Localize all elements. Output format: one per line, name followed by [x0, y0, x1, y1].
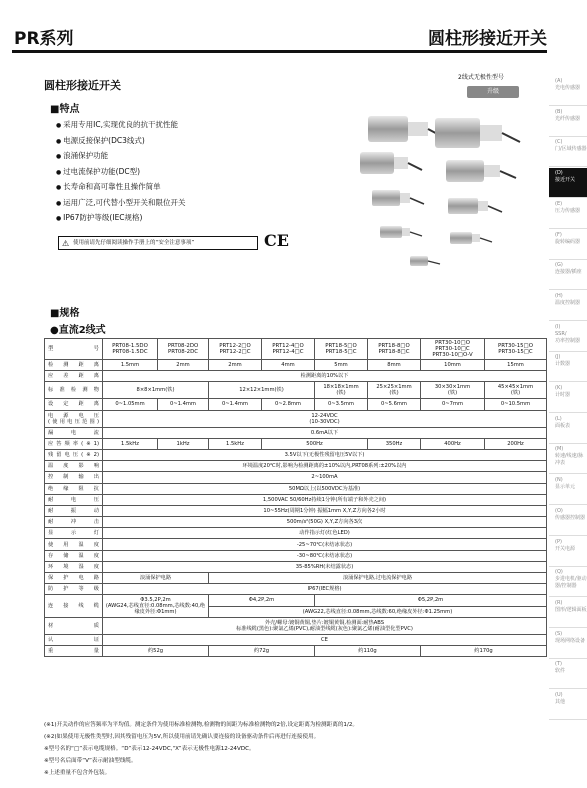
sensor-tiny-1: [380, 226, 422, 238]
spec-heading: ■规格: [50, 308, 80, 319]
section-title: 圆柱形接近开关: [44, 79, 121, 92]
table-row: [45, 505, 547, 516]
spec-cell: 约110g: [315, 645, 421, 656]
spec-cell: 0.6mA以下: [103, 427, 547, 438]
feature-item: ● IP67防护等级(IEC规格): [56, 211, 186, 227]
sensor-tiny-3: [410, 256, 440, 266]
sidebar-tab[interactable]: (O) 传感器控制器: [549, 506, 587, 536]
spec-cell: 2mm: [158, 360, 209, 371]
spec-cell: 0~2.8mm: [262, 399, 315, 410]
table-row: [45, 645, 547, 656]
table-row: [45, 449, 547, 460]
sidebar-tab[interactable]: (F) 旋转编码器: [549, 230, 587, 260]
spec-cell: PRT18-8□O PRT18-8□C: [368, 339, 421, 360]
spec-cell: 30×30×1mm (铁): [421, 382, 485, 399]
spec-label: 耐冲击: [45, 517, 103, 528]
spec-cell: 35-85%RH(未结露状态): [103, 561, 547, 572]
table-row: [45, 427, 547, 438]
safety-warning: [58, 236, 258, 250]
sidebar-tab[interactable]: (K) 计时器: [549, 383, 587, 413]
spec-label: 漏电流: [45, 427, 103, 438]
footnote: ※上述重量不包含外包装。: [44, 770, 111, 776]
spec-label: 保护电路: [45, 573, 103, 584]
sidebar-tab[interactable]: (U) 其他: [549, 690, 587, 720]
spec-label: 耐振动: [45, 505, 103, 516]
spec-label: 电源电压 (使用电压范围): [45, 410, 103, 427]
sidebar-tab[interactable]: (C) 门/区域传感器: [549, 137, 587, 167]
spec-cell: Φ4,2P,2m: [209, 595, 315, 606]
feature-item: ● 电源反接保护(DC3线式): [56, 134, 186, 150]
spec-cell: PRT18-5□O PRT18-5□C: [315, 339, 368, 360]
spec-cell: 1kHz: [158, 438, 209, 449]
spec-label: 标准检测物: [45, 382, 103, 399]
feature-item: ● 长寿命和高可靠性且操作简单: [56, 180, 186, 196]
table-row: [45, 472, 547, 483]
sensor-small-2: [448, 198, 502, 214]
spec-cell: PRT08-2DO PRT08-2DC: [158, 339, 209, 360]
footnote: ※型号名后面带“V”表示耐油型线缆。: [44, 758, 137, 764]
spec-cell: 1,500VAC 50/60Hz持续1分钟(所有端子和外壳之间): [103, 494, 547, 505]
spec-label: 环境湿度: [45, 561, 103, 572]
spec-cell: 0~7mm: [421, 399, 485, 410]
sensor-large-1: [368, 116, 445, 142]
spec-cell: 浪涌保护电路: [103, 573, 209, 584]
sidebar-tab[interactable]: (B) 光纤传感器: [549, 107, 587, 137]
spec-table: [44, 338, 547, 657]
page-title: 圆柱形接近开关: [428, 29, 547, 49]
spec-label: 检测距离: [45, 360, 103, 371]
spec-label: 使用温度: [45, 539, 103, 550]
sidebar-tab[interactable]: (P) 开关电源: [549, 537, 587, 567]
spec-label: 认证: [45, 634, 103, 645]
spec-label: 材质: [45, 617, 103, 634]
spec-cell: 10mm: [421, 360, 485, 371]
sidebar-tab[interactable]: (T) 软件: [549, 659, 587, 689]
spec-label: 显示灯: [45, 528, 103, 539]
sidebar-tab[interactable]: (A) 光电传感器: [549, 76, 587, 106]
sensor-mid-2: [446, 160, 516, 182]
spec-cell: 8mm: [368, 360, 421, 371]
spec-cell: 0~1.4mm: [209, 399, 262, 410]
table-row: [45, 561, 547, 572]
table-row: [45, 539, 547, 550]
spec-cell: 3.5V以下(无极性残留电压5V以下): [103, 449, 547, 460]
spec-cell: 350Hz: [368, 438, 421, 449]
spec-cell: PRT12-2□O PRT12-2□C: [209, 339, 262, 360]
footnote: (※2)如果使用无极性类型时,因其残留电压为5V,所以使用前请先确认要连接的设备驱动条件后再进行连接使用。: [44, 734, 320, 740]
page-header: [0, 0, 587, 58]
spec-cell: -30~80℃(未结冰状态): [103, 550, 547, 561]
table-row: [45, 494, 547, 505]
table-row: [45, 410, 547, 427]
spec-cell: IP67(IEC规格): [103, 584, 547, 595]
warning-text: 使用前请先仔细阅读操作手册上的“安全注意事项”: [73, 240, 195, 246]
table-row: [45, 584, 547, 595]
spec-label: 设定距离: [45, 399, 103, 410]
features-heading: ■特点: [50, 104, 80, 115]
spec-label: 存储温度: [45, 550, 103, 561]
spec-cell: 2~100mA: [103, 472, 547, 483]
table-row: [45, 617, 547, 634]
spec-cell: PRT30-15□O PRT30-15□C: [485, 339, 547, 360]
upgrade-badge: 升级: [467, 86, 519, 98]
features-list: [56, 118, 186, 227]
spec-cell: 15mm: [485, 360, 547, 371]
spec-cell: 0~5.6mm: [368, 399, 421, 410]
spec-cell: Φ5,2P,2m: [315, 595, 547, 606]
spec-cell: PRT12-4□O PRT12-4□C: [262, 339, 315, 360]
feature-item: ● 浪涌保护功能: [56, 149, 186, 165]
sidebar-tab[interactable]: (E) 压力传感器: [549, 199, 587, 229]
sidebar-tab[interactable]: (M) 转速/线速/脉冲表: [549, 444, 587, 474]
spec-cell: 环境温度20℃时,影响为检测距离的±10%以内,PRT08系列:±20%以内: [103, 461, 547, 472]
spec-cell: 18×18×1mm (铁): [315, 382, 368, 399]
footnote: (※1)开关动作的应答频率为平均值。测定条件为使用标准检测物,检测物的间距为标准检测物的2倍,设定距离为检测距离的1/2。: [44, 722, 359, 728]
spec-cell: 0~10.5mm: [485, 399, 547, 410]
table-row: [45, 634, 547, 645]
spec-label: 控制输出: [45, 472, 103, 483]
sidebar-tab[interactable]: (D) 接近开关: [549, 168, 587, 198]
feature-item: ● 过电流保护功能(DC型): [56, 165, 186, 181]
spec-cell: 1.5kHz: [209, 438, 262, 449]
sidebar-tab[interactable]: (L) 面板表: [549, 414, 587, 444]
spec-cell: 25×25×1mm (铁): [368, 382, 421, 399]
sidebar-tab[interactable]: (H) 温度控制器: [549, 291, 587, 321]
table-row: [45, 360, 547, 371]
spec-cell: 1.5mm: [103, 360, 158, 371]
spec-cell: 4mm: [262, 360, 315, 371]
spec-cell: 约72g: [209, 645, 315, 656]
spec-cell: 12×12×1mm(铁): [209, 382, 315, 399]
spec-cell: 检测距离的10%以下: [103, 371, 547, 382]
spec-cell: 8×8×1mm(铁): [103, 382, 209, 399]
feature-item: ● 运用广泛,可代替小型开关和限位开关: [56, 196, 186, 212]
sidebar-tab[interactable]: (Q) 步进电机/驱动器/控制器: [549, 567, 587, 597]
sidebar-tab[interactable]: (S) 现场网络设备: [549, 629, 587, 659]
sidebar-tab[interactable]: (R) 图形/逻辑面板: [549, 598, 587, 628]
spec-cell: 约52g: [103, 645, 209, 656]
spec-cell: 1.5kHz: [103, 438, 158, 449]
spec-cell: Φ3.5,2P,2m (AWG24,芯线直径:0.08mm,芯线数:40,绝缘皮外径:Φ1mm): [103, 595, 209, 617]
table-row: [45, 382, 547, 399]
spec-cell: CE: [103, 634, 547, 645]
footnotes: [44, 719, 544, 779]
sensor-mid-1: [360, 152, 422, 174]
ce-mark-icon: CE: [264, 231, 289, 250]
spec-cell: 约170g: [421, 645, 547, 656]
spec-cell: 浪涌保护电路,过电流保护电路: [209, 573, 547, 584]
spec-cell: 2mm: [209, 360, 262, 371]
spec-cell: 200Hz: [485, 438, 547, 449]
table-row: [45, 371, 547, 382]
spec-cell: 0~3.5mm: [315, 399, 368, 410]
spec-cell: 500Hz: [262, 438, 368, 449]
spec-cell: (AWG22,芯线直径:0.08mm,芯线数:60,绝缘皮外径:Φ1.25mm): [209, 606, 547, 617]
spec-label: 防护等级: [45, 584, 103, 595]
product-photo: [350, 108, 530, 278]
table-row: [45, 573, 547, 584]
sidebar-tab[interactable]: (N) 显示单元: [549, 475, 587, 505]
spec-cell: 50MΩ以上(以500VDC为基准): [103, 483, 547, 494]
sensor-tiny-2: [450, 232, 492, 244]
footnote: ※型号名的“□”表示电缆规格。“D”表示12-24VDC,“X”表示无极性电源12-24VDC。: [44, 746, 255, 752]
spec-label: 重量: [45, 645, 103, 656]
spec-cell: PRT30-10□O PRT30-10□C PRT30-10□O-V: [421, 339, 485, 360]
spec-cell: 5mm: [315, 360, 368, 371]
table-row: [45, 528, 547, 539]
spec-label: 应答频率(※1): [45, 438, 103, 449]
spec-cell: 500m/s²(50G) X,Y,Z方向各3次: [103, 517, 547, 528]
sensor-small-1: [372, 190, 424, 206]
table-row: [45, 461, 547, 472]
category-sidebar: [549, 76, 587, 776]
table-row: [45, 483, 547, 494]
sidebar-tab[interactable]: (I) SSR/ 功率控制器: [549, 322, 587, 352]
spec-cell: 外壳/螺母:镀铜黄铜,垫片:镀铜黄铜,检测面:耐热ABS 标准线缆(黑色):聚氯乙烯(PVC),耐油型线缆(灰色):聚氯乙烯(耐油型化型PVC): [103, 617, 547, 634]
spec-label: 残留电压(※2): [45, 449, 103, 460]
sensor-large-2: [435, 118, 520, 148]
spec-cell: 45×45×1mm (铁): [485, 382, 547, 399]
table-row: [45, 517, 547, 528]
spec-label: 绝缘阻抗: [45, 483, 103, 494]
header-rule: [12, 50, 547, 53]
table-row: [45, 595, 547, 606]
spec-label: 型 号: [45, 339, 103, 360]
spec-label: 连接线缆: [45, 595, 103, 617]
table-row: [45, 399, 547, 410]
feature-item: ● 采用专用IC,实现优良的抗干扰性能: [56, 118, 186, 134]
warning-icon: ⚠: [62, 239, 70, 248]
spec-cell: 400Hz: [421, 438, 485, 449]
spec-cell: PRT08-1.5DO PRT08-1.5DC: [103, 339, 158, 360]
spec-label: 耐电压: [45, 494, 103, 505]
spec-label: 应差距离: [45, 371, 103, 382]
spec-cell: 0~1.4mm: [158, 399, 209, 410]
sidebar-tab[interactable]: (G) 连接器/插座: [549, 260, 587, 290]
spec-sub-heading: ●直流2线式: [50, 325, 106, 336]
table-row: [45, 438, 547, 449]
spec-cell: 12-24VDC (10-30VDC): [103, 410, 547, 427]
spec-cell: -25~70℃(未结冰状态): [103, 539, 547, 550]
table-row: [45, 550, 547, 561]
series-name: PR系列: [14, 29, 74, 49]
spec-cell: 动作指示灯(红色LED): [103, 528, 547, 539]
spec-cell: 0~1.05mm: [103, 399, 158, 410]
spec-label: 温度影响: [45, 461, 103, 472]
spec-cell: 10~55Hz(周期1分钟) 振幅1mm X,Y,Z方向各2小时: [103, 505, 547, 516]
table-row: [45, 339, 547, 360]
sidebar-tab[interactable]: (J) 计数器: [549, 352, 587, 382]
sub-type-label: 2线式无极性型号: [458, 74, 504, 81]
